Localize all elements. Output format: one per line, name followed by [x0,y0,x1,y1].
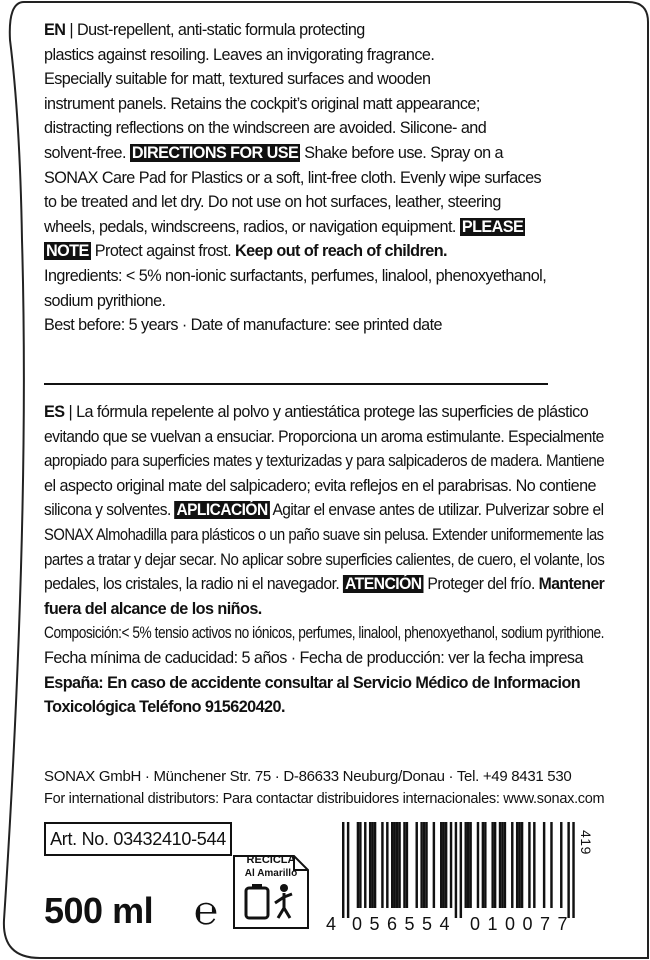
barcode-bar [528,822,530,908]
es-children-warning: fuera del alcance de los niños. [44,599,262,618]
barcode-bar [560,822,562,908]
es-text-line: SONAX Almohadilla para plásticos o un paño suave sin pelusa. Extender uniformemente las [44,525,604,544]
please-heading: PLEASE [461,217,524,236]
barcode-bar [398,822,400,908]
fecha-line: Fecha mínima de caducidad: 5 años · Fecha de producción: ver la fecha impresa [44,648,583,667]
barcode-bar [482,822,484,908]
ean-first-digit: 4 [326,914,344,934]
barcode-bar [342,822,344,918]
barcode-bar [371,822,373,908]
barcode-bar [391,822,393,908]
barcode-bar [420,822,422,908]
side-code: 419 [578,830,594,855]
estimated-sign: ℮ [194,889,219,933]
barcode-bar [550,822,552,908]
recycle-label: RECICLA [246,854,296,866]
es-text-line: el aspecto original mate del salpicadero; evita reflejos en el parabrisas. No contiene [44,476,596,495]
volume: 500 ml [44,890,154,931]
barcode-bar [484,822,486,908]
barcode-bar [521,822,523,908]
distributors-line: For international distributors: Para contactar distribuidores internacionales: www.sonax.com [44,790,605,807]
ean-left-digits: 056554 [352,914,458,934]
directions-heading: DIRECTIONS FOR USE [131,143,299,162]
section-divider [44,383,548,385]
lang-code-en: EN [44,21,66,39]
en-text-line: to be treated and let dry. Do not use on hot surfaces, leather, steering [44,193,501,212]
ingredients-line: sodium pyrithione. [44,291,166,310]
barcode-bar [533,822,535,908]
barcode-bar [357,822,359,908]
barcode-bar [477,822,479,908]
barcode-bar [455,822,457,918]
en-text-line: Especially suitable for matt, textured surfaces and wooden [44,70,431,89]
barcode-bar [425,822,427,908]
ingredients-line: Ingredients: < 5% non-ionic surfactants, perfumes, linalool, phenoxyethanol, [44,266,547,285]
barcode-bar [396,822,398,908]
barcode-bar [403,822,405,908]
barcode-bar [499,822,501,908]
spain-emergency: Toxicológica Teléfono 915620420. [44,698,285,717]
barcode-bar [511,822,513,908]
es-text-line: partes a tratar y dejar secar. No aplicar sobre superficies calientes, de cuero, el volante, los [44,550,605,569]
barcode-bar [440,822,442,908]
es-text-line: evitando que se vuelvan a ensuciar. Proporciona un aroma estimulante. Especialmente [44,427,604,446]
ean-right-digits: 010077 [470,914,576,934]
barcode-bar [442,822,444,908]
en-text-line: Dust-repellent, anti-static formula protecting [76,21,365,39]
aplicacion-heading: APLICACIÓN [176,501,268,520]
barcode-bar [433,822,435,908]
en-text-line: distracting reflections on the windscreen are avoided. Silicone- and [44,119,487,138]
barcode-bar [393,822,395,908]
barcode-bar [386,822,388,908]
spain-emergency: España: En caso de accidente consultar al Servicio Médico de Informacion [44,673,581,692]
barcode-bar [491,822,493,908]
barcode-bar [516,822,518,908]
barcode-bar [450,822,452,908]
en-text-line: plastics against resoiling. Leaves an invigorating fragrance. [44,45,435,64]
es-text-line: apropiado para superficies mates y texturizadas y para salpicaderos de madera. Mantiene [44,452,605,471]
barcode-bar [445,822,447,908]
barcode-bar [423,822,425,908]
composicion-line: Composición:< 5% tensio activos no iónicos, perfumes, linalool, phenoxyethanol, sodium pyrithione. [44,624,604,643]
barcode-bar [381,822,383,908]
article-number: Art. No. 03432410-544 [44,822,232,856]
barcode-bar [543,822,545,908]
barcode-bar [572,822,574,918]
barcode-bar [494,822,496,908]
lang-code-es: ES [44,403,65,421]
english-section: EN | Dust-repellent, anti-static formula protecting plastics against resoiling. Leaves an invigorating fragrance. Especially suitable for matt, textured surfaces and wooden instrument panels. Retains the cockpit’s original matt appearance; distracting reflections on the windscreen are avoided. Silicone- and solvent-free. DIRECTIONS FOR USE Shake before use. Spray on a SONAX Care Pad for Plastics or a soft, lint-free cloth. Evenly wipe surfaces to be treated and let dry. Do not use on hot surfaces, leather, steering wheels, pedals, windscreens, radios, or navigation equipment. PLEASE NOTE Protect against frost. Keep out of reach of children. Ingredients: < 5% non-ionic surfactants, perfumes, linalool, phenoxyethanol, sodium pyrithione. Best before: 5 years · Date of manufacture: see printed date [44,18,604,338]
recycle-symbol [232,854,310,930]
recycle-sublabel: Al Amarillo [244,868,298,879]
barcode-bar [460,822,462,918]
children-warning: Keep out of reach of children. [235,242,447,261]
barcode-bar [369,822,371,908]
barcode-bar [501,822,503,908]
en-text-line: instrument panels. Retains the cockpit’s original matt appearance; [44,94,480,113]
barcode-bar [504,822,506,908]
barcode-bar [465,822,467,908]
barcode-bar [347,822,349,918]
barcode-bar [374,822,376,908]
barcode-bar [518,822,520,908]
note-heading: NOTE [46,242,89,261]
company-address: SONAX GmbH · Münchener Str. 75 · D-86633 Neuburg/Donau · Tel. +49 8431 530 [44,768,572,785]
atencion-heading: ATENCIÓN [345,575,422,594]
barcode-bar [567,822,569,918]
spanish-section: ES | La fórmula repelente al polvo y antiestática protege las superficies de plástico evitando que se vuelvan a ensuciar. Proporciona un aroma estimulante. Especialmente apropiado para superficies mates y texturizadas y para salpicaderos de madera. Mantiene el aspecto original mate del salpicadero; evita reflejos en el parabrisas. No contiene silicona y solventes. APLICACIÓN Agitar el envase antes de utilizar. Pulverizar sobre el SONAX Almohadilla para plásticos o un paño suave sin pelusa. Extender uniformemente las partes a tratar y dejar secar. No aplicar sobre superficies calientes, de cuero, el volante, los pedales, los cristales, la radio ni el navegador. ATENCIÓN Proteger del frío. Mantener fuera del alcance de los niños. Composición:< 5% tensio activos no iónicos, perfumes, linalool, phenoxyethanol, sodium pyrithione. Fecha mínima de caducidad: 5 años · Fecha de producción: ver la fecha impresa España: En caso de accidente consultar al Servicio Médico de Informacion Toxicológica Teléfono 915620420. [44,400,604,720]
barcode-bar [406,822,408,908]
barcode-bar [364,822,366,908]
en-text-line: SONAX Care Pad for Plastics or a soft, lint-free cloth. Evenly wipe surfaces [44,168,542,187]
barcode-bar [467,822,469,908]
barcode-bar [416,822,418,908]
barcode [324,820,584,918]
best-before: Best before: 5 years · Date of manufacture: see printed date [44,316,443,335]
barcode-bar [359,822,361,908]
barcode-bar [469,822,471,908]
